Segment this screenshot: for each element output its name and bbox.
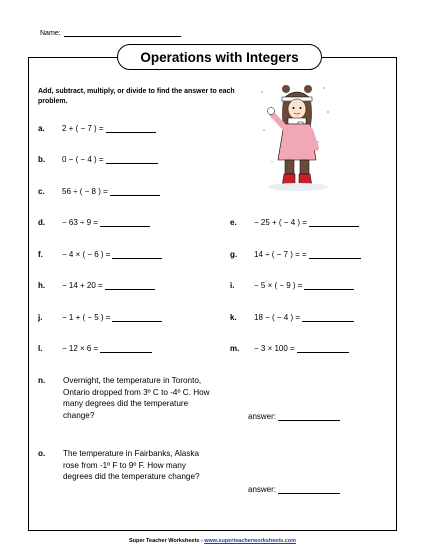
answer-blank[interactable] bbox=[112, 250, 162, 259]
problem-c bbox=[38, 187, 160, 196]
problem-letter: o. bbox=[38, 449, 46, 458]
word-problem-text: Overnight, the temperature in Toronto, Ontario dropped from 3º C to -4º C. How many degrees did the temperature change? bbox=[63, 376, 210, 420]
answer-blank[interactable] bbox=[112, 313, 162, 322]
name-label: Name: bbox=[40, 30, 61, 37]
problem-expression: − 14 + 20 = bbox=[62, 281, 103, 290]
answer-label: answer: bbox=[248, 412, 277, 421]
word-problem-o bbox=[38, 448, 213, 483]
problem-expression: − 12 × 6 = bbox=[62, 344, 99, 353]
problem-a bbox=[38, 124, 156, 133]
name-row bbox=[40, 29, 181, 37]
problem-expression: 0 − ( − 4 ) = bbox=[62, 155, 104, 164]
problem-letter: m. bbox=[230, 344, 240, 353]
answer-n bbox=[248, 412, 340, 421]
worksheet-title: Operations with Integers bbox=[117, 44, 322, 70]
answer-blank[interactable] bbox=[106, 155, 158, 164]
problem-letter: l. bbox=[38, 344, 43, 353]
problem-letter: j. bbox=[38, 313, 43, 322]
answer-blank[interactable] bbox=[304, 281, 354, 290]
problem-k bbox=[230, 313, 354, 322]
problem-letter: e. bbox=[230, 218, 237, 227]
answer-blank[interactable] bbox=[100, 218, 150, 227]
problem-letter: d. bbox=[38, 218, 46, 227]
answer-blank[interactable] bbox=[309, 218, 359, 227]
answer-blank[interactable] bbox=[278, 485, 340, 494]
winter-girl-illustration bbox=[258, 82, 330, 192]
problem-expression: 18 − ( − 4 ) = bbox=[254, 313, 301, 322]
answer-blank[interactable] bbox=[110, 187, 160, 196]
problem-expression: 56 ÷ ( − 8 ) = bbox=[62, 187, 108, 196]
problem-expression: − 4 × ( − 6 ) = bbox=[62, 250, 111, 259]
problem-m bbox=[230, 344, 349, 353]
problem-letter: h. bbox=[38, 281, 46, 290]
problem-letter: g. bbox=[230, 250, 238, 259]
answer-blank[interactable] bbox=[309, 250, 361, 259]
problem-expression: − 63 ÷ 9 = bbox=[62, 218, 98, 227]
footer bbox=[0, 538, 425, 544]
problem-b bbox=[38, 155, 158, 164]
word-problem-n bbox=[38, 375, 213, 421]
problem-expression: 2 + ( − 7 ) = bbox=[62, 124, 104, 133]
answer-blank[interactable] bbox=[278, 412, 340, 421]
problem-d bbox=[38, 218, 150, 227]
problem-letter: b. bbox=[38, 155, 46, 164]
answer-blank[interactable] bbox=[100, 344, 152, 353]
answer-o bbox=[248, 485, 340, 494]
problem-letter: a. bbox=[38, 124, 45, 133]
problem-f bbox=[38, 250, 162, 259]
footer-url-link[interactable]: www.superteacherworksheets.com bbox=[204, 538, 297, 544]
problem-letter: n. bbox=[38, 376, 46, 385]
problem-j bbox=[38, 313, 162, 322]
problem-l bbox=[38, 344, 152, 353]
answer-blank[interactable] bbox=[106, 124, 156, 133]
problem-expression: − 1 + ( − 5 ) = bbox=[62, 313, 111, 322]
answer-label: answer: bbox=[248, 485, 277, 494]
answer-blank[interactable] bbox=[302, 313, 354, 322]
problem-expression: − 5 × ( − 9 ) = bbox=[254, 281, 303, 290]
problem-expression: − 3 × 100 = bbox=[254, 344, 295, 353]
problem-letter: f. bbox=[38, 250, 43, 259]
answer-blank[interactable] bbox=[105, 281, 155, 290]
instructions: Add, subtract, multiply, or divide to find the answer to each problem. bbox=[38, 88, 235, 105]
footer-brand: Super Teacher Worksheets bbox=[128, 538, 200, 544]
problem-h bbox=[38, 281, 155, 290]
problem-letter: k. bbox=[230, 313, 237, 322]
problem-letter: i. bbox=[230, 281, 235, 290]
problem-g bbox=[230, 250, 361, 259]
problem-i bbox=[230, 281, 354, 290]
word-problem-text: The temperature in Fairbanks, Alaska rose from -1º F to 9º F. How many degrees did the temperature change? bbox=[63, 449, 200, 481]
problem-expression: 14 ÷ ( − 7 ) = = bbox=[254, 250, 307, 259]
problem-letter: c. bbox=[38, 187, 45, 196]
problem-expression: − 25 + ( − 4 ) = bbox=[254, 218, 307, 227]
footer-separator: - bbox=[199, 538, 205, 544]
name-blank[interactable] bbox=[64, 29, 181, 37]
answer-blank[interactable] bbox=[297, 344, 349, 353]
problem-e bbox=[230, 218, 359, 227]
